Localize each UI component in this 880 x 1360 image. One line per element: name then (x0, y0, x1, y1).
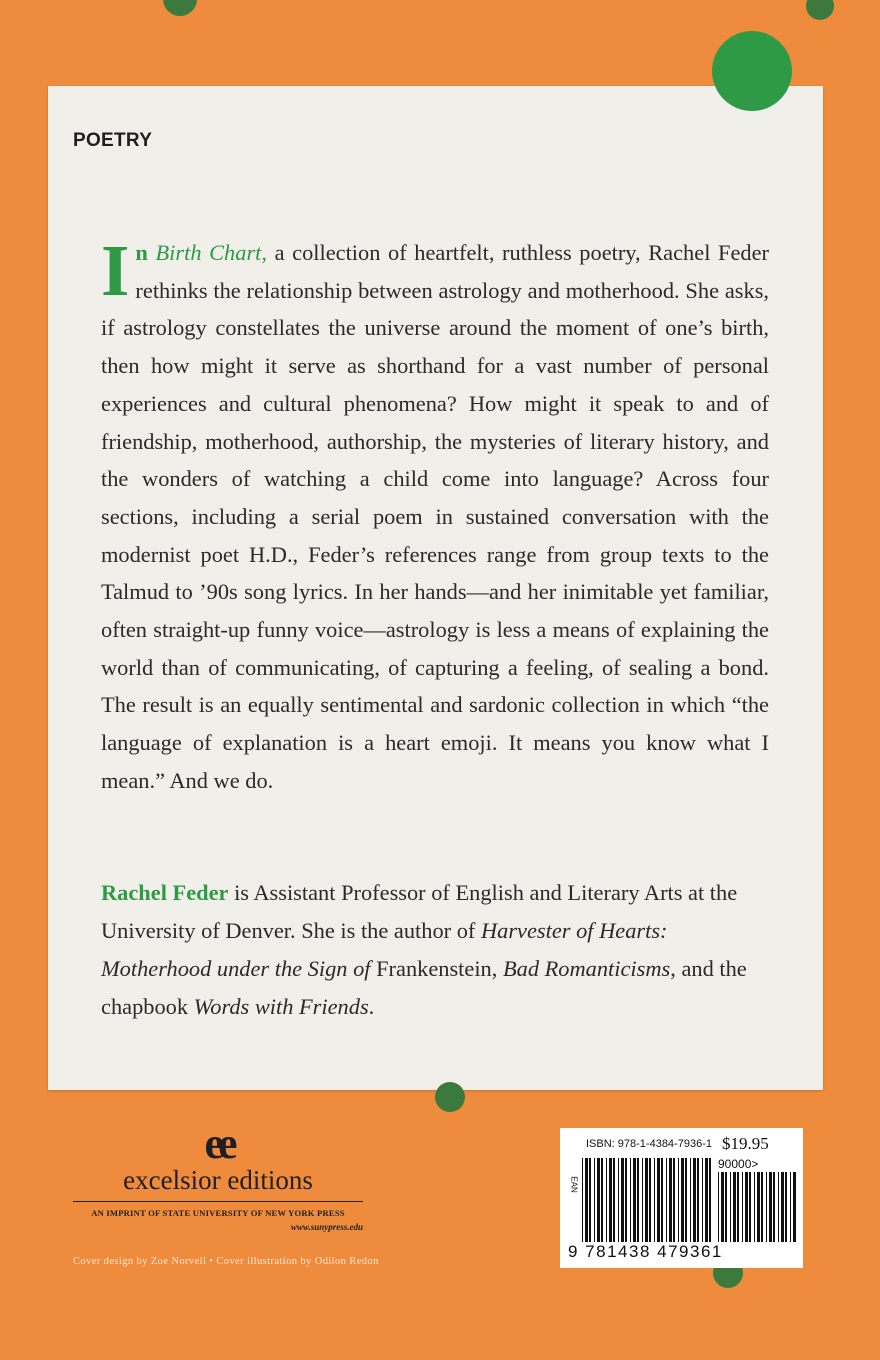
publisher-name: excelsior editions (123, 1165, 313, 1195)
barcode-bar (669, 1158, 672, 1242)
addon-number: 90000> (718, 1157, 759, 1171)
barcode-bar (685, 1158, 687, 1242)
barcode-bar (585, 1158, 588, 1242)
isbn-label: ISBN: 978-1-4384-7936-1 (586, 1138, 712, 1150)
barcode-bar (785, 1172, 787, 1242)
bio-title-3: Words with Friends (193, 994, 369, 1019)
barcode-bar (601, 1158, 603, 1242)
barcode-bar (778, 1172, 779, 1242)
bio-title-2: Bad Romanticisms (502, 956, 671, 981)
barcode-bar (702, 1158, 703, 1242)
barcode-bar (642, 1158, 643, 1242)
barcode-bar (594, 1158, 595, 1242)
barcode-bar (633, 1158, 636, 1242)
book-title: Birth Chart, (155, 240, 267, 265)
barcode-bar (621, 1158, 624, 1242)
barcode-bar (657, 1158, 660, 1242)
barcode-bar (613, 1158, 615, 1242)
cover-credits: Cover design by Zoe Norvell • Cover illustration by Odilon Redon (73, 1256, 379, 1267)
barcode-bar (625, 1158, 627, 1242)
barcode-bar (730, 1172, 731, 1242)
barcode-bar (781, 1172, 784, 1242)
barcode-bar (749, 1172, 751, 1242)
barcode-bar (769, 1172, 772, 1242)
barcode-bar (754, 1172, 755, 1242)
barcode-bar (597, 1158, 600, 1242)
barcode-bar (721, 1172, 724, 1242)
barcode-bar (745, 1172, 748, 1242)
barcode-bar (630, 1158, 631, 1242)
description-body: a collection of heartfelt, ruthless poetry, Rachel Feder rethinks the relationship between astrology and motherhood. She asks, if astrology constellates the universe around the moment of one’s birth, then how might it serve as shorthand for a vast number of personal experiences and cultural phenomena? How might it speak to and of friendship, motherhood, authorship, the mysteries of literary history, and the wonders of watching a child come into language? Across four sections, including a serial poem in sustained conversation with the modernist poet H.D., Feder’s references range from group texts to the Talmud to ’90s song lyrics. In her hands—and her inimitable yet familiar, often straight-up funny voice—astrology is less a means of explaining the world than of communicating, of capturing a feeling, of sealing a bond. The result is an equally sentimental and sardonic collection in which “the language of explanation is a heart emoji. It means you know what I mean.” And we do. (101, 240, 769, 793)
bio-title-1: Harvester of Hearts: Motherhood under the Sign of (101, 918, 668, 981)
publisher-logo (73, 1119, 363, 1232)
genre-label: POETRY (73, 130, 153, 151)
barcode-bar (790, 1172, 791, 1242)
author-name: Rachel Feder (101, 880, 229, 905)
decorative-dot (163, 0, 197, 16)
barcode-bar (693, 1158, 696, 1242)
barcode-bar (793, 1172, 796, 1242)
barcode-bar (690, 1158, 691, 1242)
barcode-bar (681, 1158, 684, 1242)
barcode-bar (718, 1172, 719, 1242)
decorative-dot (806, 0, 834, 20)
barcode-bar (709, 1158, 711, 1242)
bio-text: . (368, 994, 375, 1019)
barcode-bar (606, 1158, 607, 1242)
publisher-website: www.sunypress.edu (290, 1222, 363, 1232)
barcode-bar (742, 1172, 743, 1242)
barcode-bar (766, 1172, 767, 1242)
barcode-bar (654, 1158, 655, 1242)
description-text (101, 230, 769, 800)
barcode-digits: 9 781438 479361 (568, 1242, 723, 1261)
barcode-bar (697, 1158, 699, 1242)
author-bio (101, 874, 769, 1026)
paper-panel (48, 86, 823, 1090)
barcode-bar (649, 1158, 651, 1242)
decorative-dot (712, 31, 792, 111)
ean-label: EAN (569, 1176, 579, 1193)
barcode-bar (773, 1172, 775, 1242)
barcode-bar (678, 1158, 679, 1242)
barcode-bar (645, 1158, 648, 1242)
barcode-bar (725, 1172, 727, 1242)
barcode-bar (666, 1158, 667, 1242)
barcode-bar (609, 1158, 612, 1242)
drop-cap: I (101, 230, 130, 311)
barcode-bar (673, 1158, 675, 1242)
barcode-bar (637, 1158, 639, 1242)
barcode-box (560, 1128, 803, 1268)
decorative-dot (435, 1082, 465, 1112)
bio-text: is Assistant Professor of English and Literary Arts at the University of Denver. She is the author of (101, 880, 738, 943)
barcode-bar (761, 1172, 763, 1242)
barcode-bar (737, 1172, 739, 1242)
barcode-bar (733, 1172, 736, 1242)
publisher-imprint: AN IMPRINT OF STATE UNIVERSITY OF NEW YORK PRESS (91, 1208, 345, 1218)
bio-text: , and the chapbook (101, 956, 747, 1019)
barcode-bar (618, 1158, 619, 1242)
publisher-mark: ee (204, 1119, 232, 1168)
price: $19.95 (722, 1134, 769, 1153)
logo-divider (73, 1201, 363, 1202)
barcode-bars (582, 1158, 714, 1242)
addon-barcode-bars (718, 1172, 796, 1242)
barcode-bar (589, 1158, 591, 1242)
barcode-bar (757, 1172, 760, 1242)
barcode-bar (582, 1158, 583, 1242)
barcode-bar (661, 1158, 663, 1242)
lead-word: n (135, 240, 148, 265)
bio-text: Frankenstein, (370, 956, 503, 981)
barcode-bar (705, 1158, 708, 1242)
